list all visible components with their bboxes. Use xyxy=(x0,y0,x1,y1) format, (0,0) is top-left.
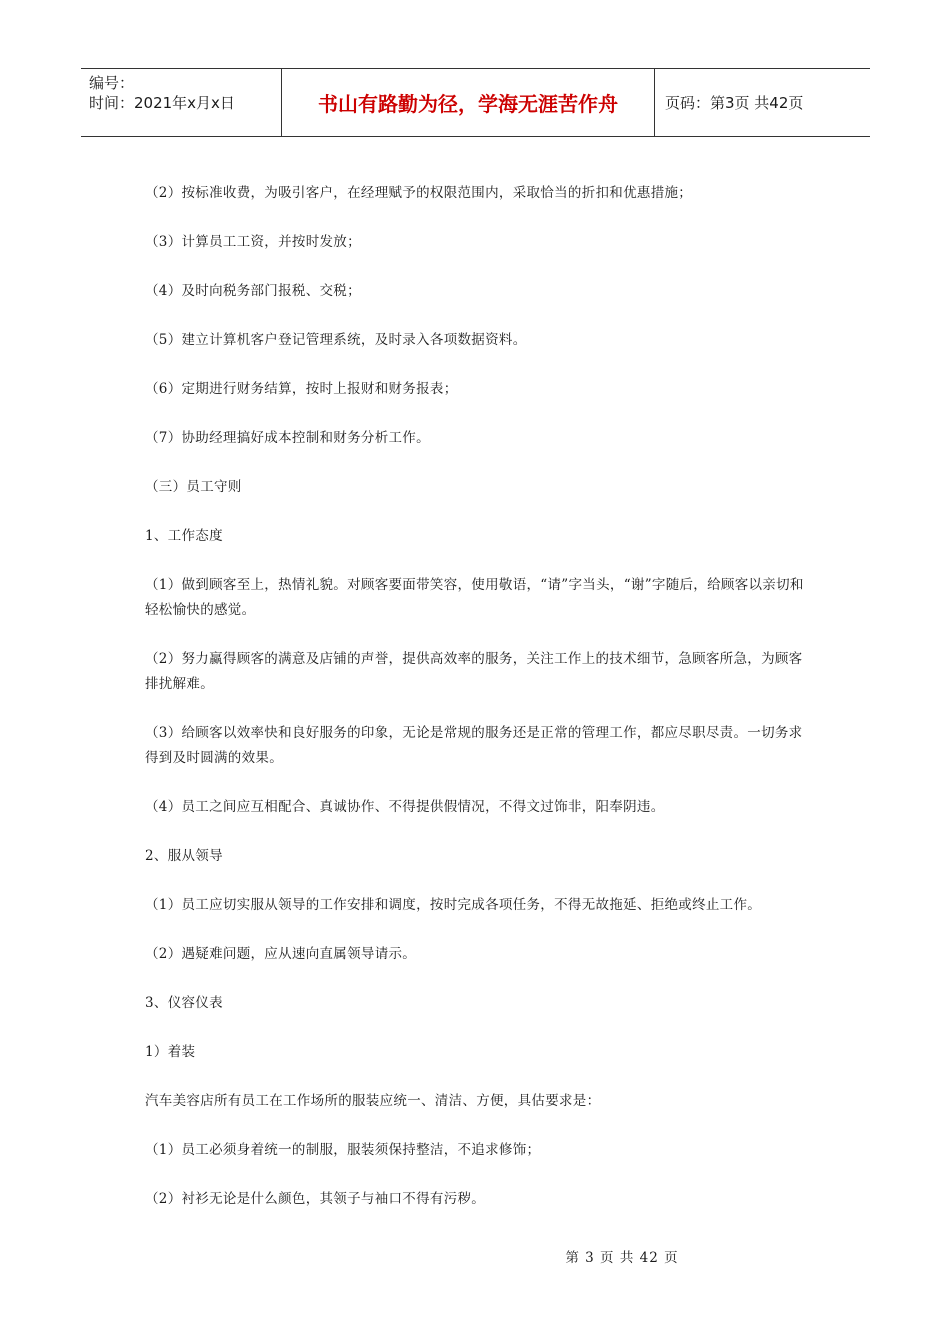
header-page-info: 页码：第3页 共42页 xyxy=(665,94,804,112)
header-motto: 书山有路勤为径，学海无涯苦作舟 xyxy=(282,69,655,136)
page-footer: 第 3 页 共 42 页 xyxy=(565,1250,679,1266)
paragraph: （4）员工之间应互相配合、真诚协作、不得提供假情况，不得文过饰非，阳奉阴违。 xyxy=(145,799,665,815)
document-number-label: 编号： xyxy=(89,74,135,92)
paragraph: （7）协助经理搞好成本控制和财务分析工作。 xyxy=(145,430,430,446)
paragraph: （2）按标准收费，为吸引客户，在经理赋予的权限范围内，采取恰当的折扣和优惠措施； xyxy=(145,185,693,201)
paragraph: （3）给顾客以效率快和良好服务的印象，无论是常规的服务还是正常的管理工作，都应尽职尽责。一切务求得到及时圆满的效果。 xyxy=(145,725,803,766)
subsection-heading: 3、仪容仪表 xyxy=(145,995,223,1011)
paragraph: （1）员工必须身着统一的制服，服装须保持整洁，不追求修饰； xyxy=(145,1142,541,1158)
paragraph: （5）建立计算机客户登记管理系统，及时录入各项数据资料。 xyxy=(145,332,527,348)
paragraph: （3）计算员工工资，并按时发放； xyxy=(145,234,361,250)
document-date: 时间：2021年x月x日 xyxy=(89,94,235,112)
page-header xyxy=(81,68,870,137)
paragraph: （2）衬衫无论是什么颜色，其领子与袖口不得有污秽。 xyxy=(145,1191,486,1207)
subsection-heading: 2、服从领导 xyxy=(145,848,223,864)
paragraph: （2）努力赢得顾客的满意及店铺的声誉，提供高效率的服务，关注工作上的技术细节，急顾客所急，为顾客排扰解难。 xyxy=(145,651,803,692)
paragraph: （1）做到顾客至上，热情礼貌。对顾客要面带笑容，使用敬语，“请”字当头，“谢”字随后，给顾客以亲切和轻松愉快的感觉。 xyxy=(145,577,804,618)
paragraph: （1）员工应切实服从领导的工作安排和调度，按时完成各项任务，不得无故拖延、拒绝或终止工作。 xyxy=(145,897,762,913)
header-meta xyxy=(81,69,282,136)
paragraph: （4）及时向税务部门报税、交税； xyxy=(145,283,361,299)
paragraph: 汽车美容店所有员工在工作场所的服装应统一、清洁、方便，具估要求是： xyxy=(145,1093,601,1109)
paragraph: （6）定期进行财务结算，按时上报财和财务报表； xyxy=(145,381,458,397)
section-heading: （三）员工守则 xyxy=(145,479,242,495)
paragraph: （2）遇疑难问题，应从速向直属领导请示。 xyxy=(145,946,417,962)
document-body xyxy=(145,181,810,1236)
subsection-heading: 1、工作态度 xyxy=(145,528,223,544)
subsection-heading: 1）着装 xyxy=(145,1044,196,1060)
